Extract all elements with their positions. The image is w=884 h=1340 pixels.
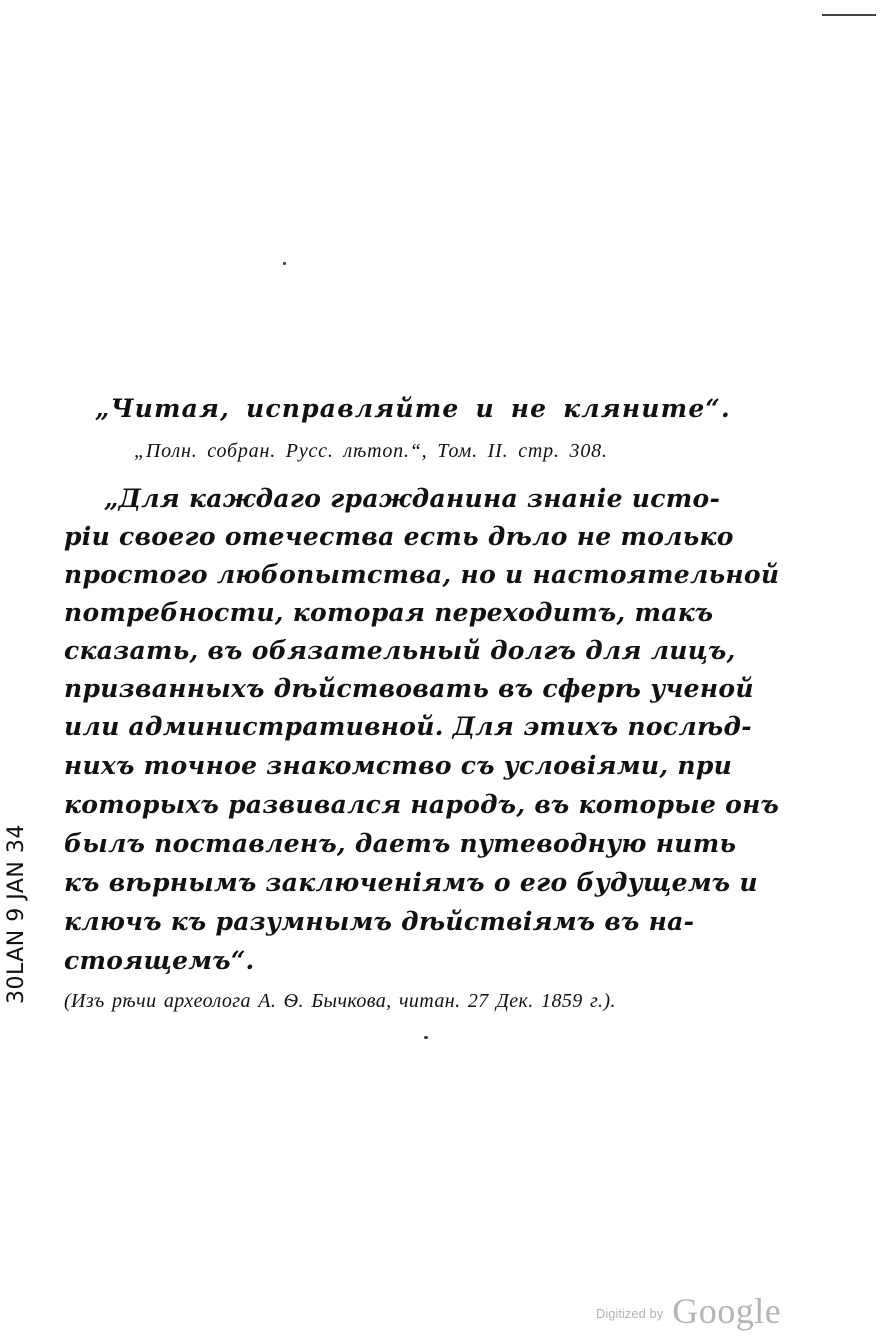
quote-line: простого любопытства, но и настоятельной bbox=[64, 560, 780, 589]
quote-line: или административной. Для этихъ послѣд- bbox=[64, 712, 752, 741]
quote-line: ріи своего отечества есть дѣло не только bbox=[64, 522, 734, 551]
epigraph-source: „Полн. собран. Русс. лѣтоп.“, Том. II. стр. 308. bbox=[134, 440, 608, 462]
quote-line-last: стоящемъ“. bbox=[64, 946, 255, 975]
library-date-stamp: 30LAN 9 JAN 34 bbox=[4, 824, 29, 1004]
quote-line: ключъ къ разумнымъ дѣйствіямъ въ на- bbox=[64, 907, 695, 936]
quote-line: нихъ точное знакомство съ условіями, при bbox=[64, 751, 733, 780]
quote-line: призванныхъ дѣйствовать въ сферѣ ученой bbox=[64, 674, 754, 703]
google-logo: Google bbox=[672, 1291, 782, 1331]
quote-line: былъ поставленъ, даетъ путеводную нить bbox=[64, 829, 737, 858]
epigraph-text: „Читая, исправляйте и не кляните“. bbox=[95, 394, 731, 423]
paper-speck bbox=[424, 1036, 428, 1039]
quote-line: которыхъ развивался народъ, въ которые онъ bbox=[64, 790, 780, 819]
paper-speck bbox=[283, 262, 286, 265]
quote-line: „Для каждаго гражданина знаніе исто- bbox=[104, 484, 721, 513]
digitized-watermark bbox=[596, 1290, 781, 1332]
quote-line: потребности, которая переходитъ, такъ bbox=[64, 598, 714, 627]
quote-attribution: (Изъ рѣчи археолога А. Ѳ. Бычкова, читан. 27 Дек. 1859 г.). bbox=[64, 990, 616, 1012]
quote-line: сказать, въ обязательный долгъ для лицъ, bbox=[64, 636, 736, 665]
quote-line: къ вѣрнымъ заключеніямъ о его будущемъ и bbox=[64, 868, 758, 897]
watermark-prefix: Digitized by bbox=[596, 1306, 664, 1321]
page-edge-rule bbox=[822, 14, 876, 16]
